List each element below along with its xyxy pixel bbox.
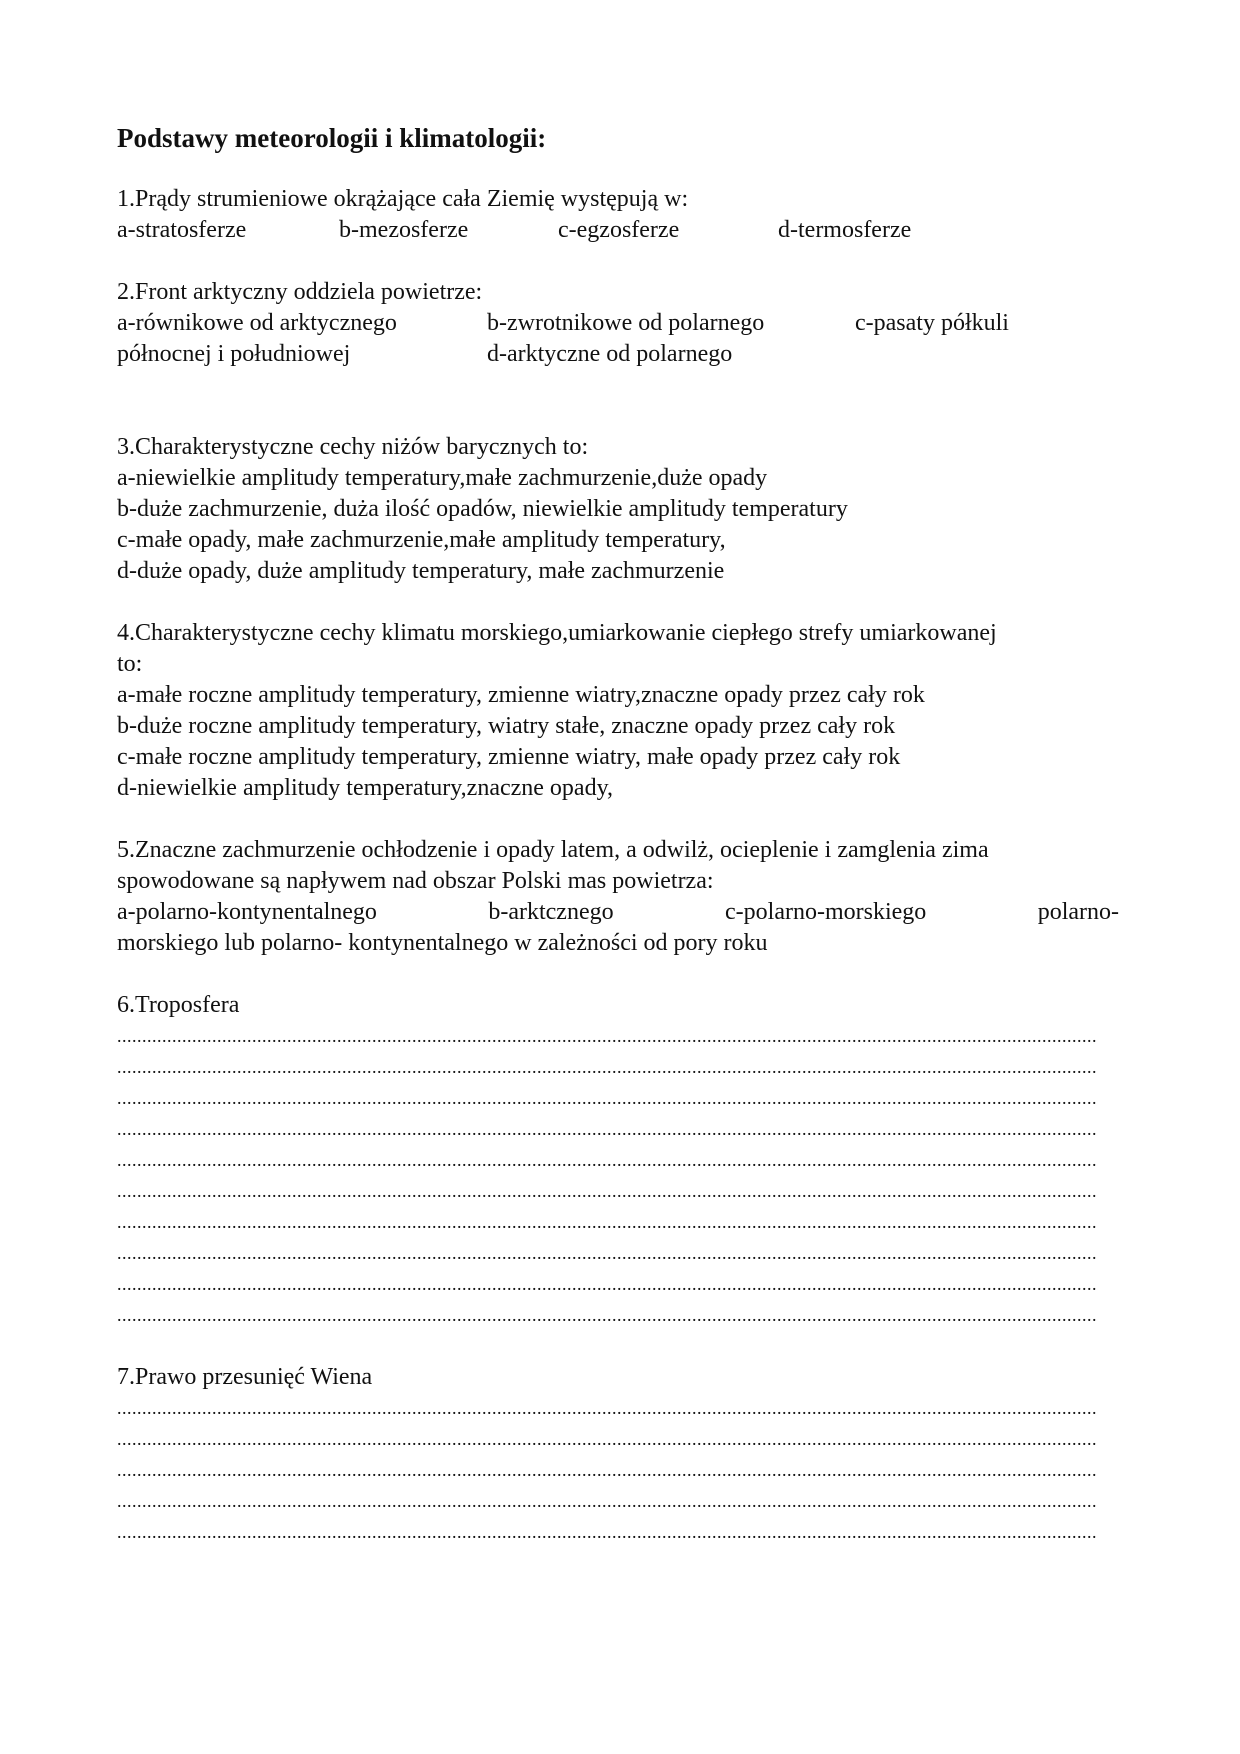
option-b: b-zwrotnikowe od polarnego: [487, 310, 765, 336]
question-3: [117, 432, 1119, 587]
question-2-text: 2.Front arktyczny oddziela powietrze:: [117, 279, 483, 305]
question-4-text-continued: to:: [117, 651, 143, 677]
answer-line: ....................................................................................................................................................................................................: [117, 1212, 1097, 1232]
option-c: c-małe opady, małe zachmurzenie,małe amplitudy temperatury,: [117, 527, 726, 553]
option-c: c-egzosferze: [558, 217, 680, 243]
option-b: b-arktcznego: [488, 899, 614, 925]
document-page: [117, 118, 1119, 1548]
question-7-text: 7.Prawo przesunięć Wiena: [117, 1364, 373, 1390]
page-title: Podstawy meteorologii i klimatologii:: [117, 123, 547, 153]
option-c: c-pasaty półkuli: [855, 310, 1009, 336]
option-a: a-polarno-kontynentalnego: [117, 899, 377, 925]
question-1-text: 1.Prądy strumieniowe okrążające cała Ziemię występują w:: [117, 186, 689, 212]
answer-line: ....................................................................................................................................................................................................: [117, 1429, 1097, 1449]
option-d: d-termosferze: [778, 217, 912, 243]
option-d: polarno-: [1037, 899, 1119, 925]
option-c: c-małe roczne amplitudy temperatury, zmienne wiatry, małe opady przez cały rok: [117, 744, 901, 770]
question-5-text-continued: spowodowane są napływem nad obszar Polski mas powietrza:: [117, 868, 714, 894]
question-2-options-row1: [117, 308, 1119, 339]
question-5: [117, 835, 1119, 959]
option-b: b-mezosferze: [339, 217, 469, 243]
answer-line: ....................................................................................................................................................................................................: [117, 1398, 1097, 1418]
answer-line: ....................................................................................................................................................................................................: [117, 1243, 1097, 1263]
option-b: b-duże zachmurzenie, duża ilość opadów, niewielkie amplitudy temperatury: [117, 496, 848, 522]
answer-line: ....................................................................................................................................................................................................: [117, 1491, 1097, 1511]
question-4-text: 4.Charakterystyczne cechy klimatu morskiego,umiarkowanie ciepłego strefy umiarkowanej: [117, 620, 997, 646]
question-2-options-row2: [117, 339, 1119, 370]
question-6-text: 6.Troposfera: [117, 992, 240, 1018]
question-5-options-row1: [117, 897, 1119, 928]
question-1: [117, 184, 1119, 246]
option-d-continued: morskiego lub polarno- kontynentalnego w zależności od pory roku: [117, 930, 768, 956]
option-a: a-małe roczne amplitudy temperatury, zmienne wiatry,znaczne opady przez cały rok: [117, 682, 925, 708]
question-2: [117, 277, 1119, 370]
option-c: c-polarno-morskiego: [725, 899, 927, 925]
answer-line: ....................................................................................................................................................................................................: [117, 1274, 1097, 1294]
question-1-options: [117, 215, 1119, 246]
question-4: [117, 618, 1119, 804]
option-d: d-arktyczne od polarnego: [487, 341, 733, 367]
option-d: d-niewielkie amplitudy temperatury,znaczne opady,: [117, 775, 614, 801]
answer-line: ....................................................................................................................................................................................................: [117, 1150, 1097, 1170]
question-5-text: 5.Znaczne zachmurzenie ochłodzenie i opady latem, a odwilż, ocieplenie i zamglenia zima: [117, 837, 989, 863]
option-d: d-duże opady, duże amplitudy temperatury, małe zachmurzenie: [117, 558, 725, 584]
option-a: a-stratosferze: [117, 217, 247, 243]
answer-line: ....................................................................................................................................................................................................: [117, 1460, 1097, 1480]
answer-line: ....................................................................................................................................................................................................: [117, 1057, 1097, 1077]
question-7: [117, 1362, 1119, 1548]
option-a: a-równikowe od arktycznego: [117, 310, 397, 336]
question-6: [117, 990, 1119, 1331]
answer-line: ....................................................................................................................................................................................................: [117, 1088, 1097, 1108]
answer-line: ....................................................................................................................................................................................................: [117, 1026, 1097, 1046]
answer-line: ....................................................................................................................................................................................................: [117, 1305, 1097, 1325]
answer-line: ....................................................................................................................................................................................................: [117, 1522, 1097, 1542]
option-c-continued: północnej i południowej: [117, 341, 351, 367]
question-3-text: 3.Charakterystyczne cechy niżów barycznych to:: [117, 434, 589, 460]
option-a: a-niewielkie amplitudy temperatury,małe zachmurzenie,duże opady: [117, 465, 768, 491]
answer-line: ....................................................................................................................................................................................................: [117, 1119, 1097, 1139]
option-b: b-duże roczne amplitudy temperatury, wiatry stałe, znaczne opady przez cały rok: [117, 713, 896, 739]
answer-line: ....................................................................................................................................................................................................: [117, 1181, 1097, 1201]
